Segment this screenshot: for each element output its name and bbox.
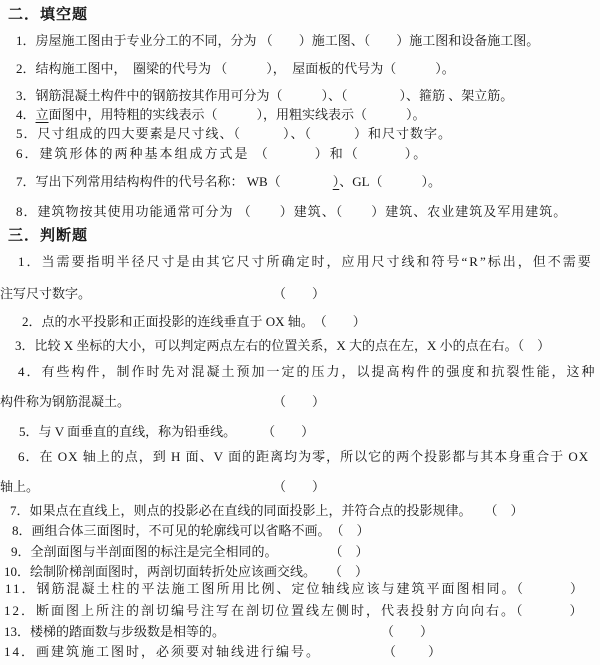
fill-q4-number: 4． [16, 107, 36, 122]
judge-q4-line1: 4．有些构件，制作时先对混凝土预加一定的压力，以提高构件的强度和抗裂性能，这种 [18, 364, 597, 379]
judge-q3: 3．比较 X 坐标的大小，可以判定两点左右的位置关系，X 大的点在左，X 小的点在右。（ ） [15, 338, 551, 353]
fill-q4 [16, 107, 426, 123]
judge-q7: 7．如果点在直线上，则点的投影必在直线的同面投影上，并符合点的投影规律。 （ ） [10, 503, 524, 518]
judge-q13: 13．楼梯的踏面数与步级数是相等的。 （ ） [4, 624, 434, 639]
fill-q7 [16, 174, 441, 190]
judge-q8: 8．画组合体三面图时，不可见的轮廓线可以省略不画。 （ ） [12, 523, 370, 538]
judge-q14: 14．画建筑施工图时，必须要对轴线进行编号。 （ ） [4, 644, 444, 659]
section-judge-heading: 三．判断题 [8, 228, 89, 244]
fill-q6: 6．建筑形体的两种基本组成方式是 （ ）和（ ）。 [16, 146, 429, 161]
judge-q9: 9．全剖面图与半剖面图的标注是完全相同的。 （ ） [11, 544, 369, 559]
fill-q2: 2．结构施工图中， 圈梁的代号为 （ ）， 屋面板的代号为（ ）。 [16, 61, 455, 76]
fill-q1: 1．房屋施工图由于专业分工的不同，分为 （ ）施工图、（ ）施工图和设备施工图。 [16, 33, 540, 48]
fill-q4-text: 面图中，用特粗的实线表示（ ），用粗实线表示（ ）。 [48, 107, 426, 122]
judge-q4-line2: 构件称为钢筋混凝土。 （ ） [0, 394, 326, 409]
fill-q4-underlined-char: 立 [35, 107, 49, 122]
judge-q10: 10．绘制阶梯剖面图时，两剖切面转折处应该画交线。 （ ） [4, 564, 369, 579]
fill-q5: 5．尺寸组成的四大要素是尺寸线、（ ）、（ ）和尺寸数字。 [16, 126, 453, 141]
judge-q11: 11．钢筋混凝土柱的平法施工图所用比例、定位轴线应该与建筑平面图相同。（ ） [5, 581, 586, 596]
judge-q1-line1: 1．当需要指明半径尺寸是由其它尺寸所确定时，应用尺寸线和符号“R”标出，但不需要 [18, 254, 593, 269]
judge-q6-line2: 轴上。 （ ） [0, 479, 326, 494]
fill-q3: 3．钢筋混凝土构件中的钢筋按其作用可分为（ ）、（ ）、箍筋 、架立筋。 [16, 88, 514, 103]
judge-q12: 12．断面图上所注的剖切编号注写在剖切位置线左侧时，代表投射方向向右。（ ） [4, 603, 585, 618]
fill-q7-underlined-paren: ） [332, 174, 340, 189]
judge-q5: 5．与 V 面垂直的直线，称为铅垂线。 （ ） [19, 424, 315, 439]
section-fill-heading: 二．填空题 [8, 7, 89, 23]
judge-q2: 2．点的水平投影和正面投影的连线垂直于 OX 轴。 （ ） [22, 314, 366, 329]
judge-q1-line2: 注写尺寸数字。 （ ） [0, 286, 326, 301]
fill-q8: 8．建筑物按其使用功能通常可分为 （ ）建筑、（ ）建筑、农业建筑及军用建筑。 [16, 204, 568, 219]
fill-q7-text: 7．写出下列常用结构构件的代号名称： WB（ [16, 174, 333, 189]
judge-q6-line1: 6．在 OX 轴上的点，到 H 面、V 面的距离均为零，所以它的两个投影都与其本身重合于 OX [18, 449, 590, 464]
fill-q7-rest: 、GL（ ）。 [339, 174, 442, 189]
